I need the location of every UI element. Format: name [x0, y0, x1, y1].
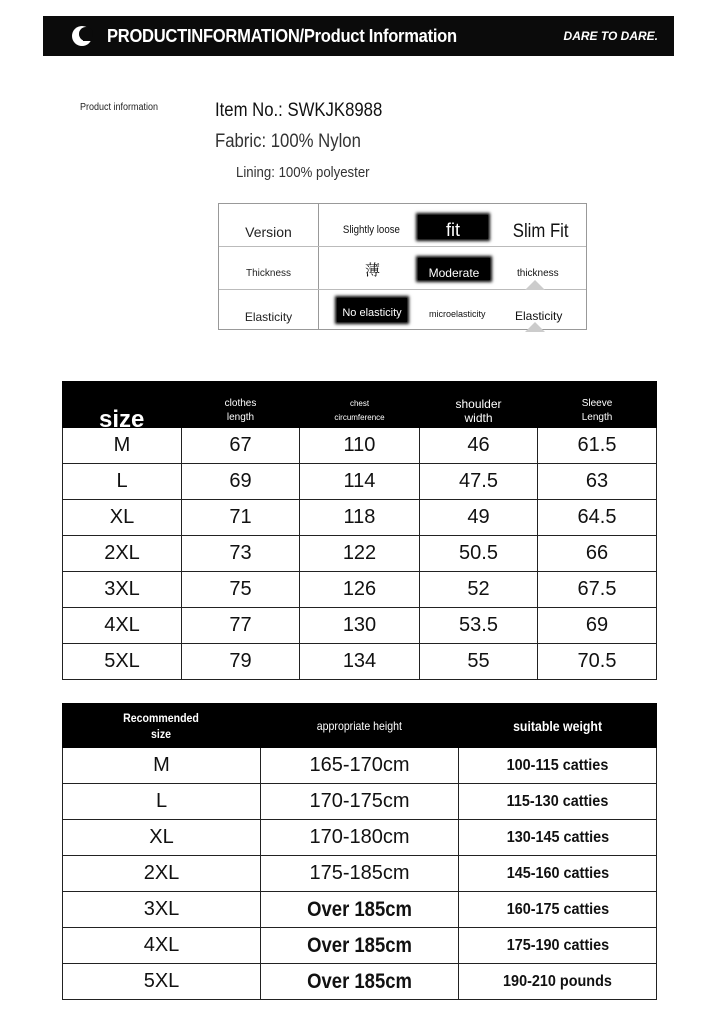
- size-cell: 5XL: [63, 644, 182, 680]
- column-header: Sleeve Length: [538, 382, 657, 428]
- attribute-row-version: [219, 204, 586, 247]
- size-cell: 2XL: [63, 856, 261, 892]
- height-cell: Over 185cm: [261, 928, 459, 964]
- crescent-logo-icon: [71, 25, 95, 47]
- attribute-option-selected: Moderate: [418, 258, 490, 280]
- attribute-option: Slightly loose: [342, 224, 400, 236]
- size-cell: 2XL: [63, 536, 182, 572]
- column-header: clothes length: [182, 382, 300, 428]
- attribute-label: Elasticity: [244, 310, 293, 324]
- weight-cell: 175-190 catties: [459, 928, 657, 964]
- table-cell: 134: [300, 644, 420, 680]
- table-cell: 63: [538, 464, 657, 500]
- size-chart-table: [62, 381, 657, 680]
- height-cell: 175-185cm: [261, 856, 459, 892]
- banner-title: PRODUCTINFORMATION/Product Information: [107, 26, 457, 46]
- table-cell: 66: [538, 536, 657, 572]
- table-cell: 118: [300, 500, 420, 536]
- table-cell: 61.5: [538, 428, 657, 464]
- table-row: [63, 608, 657, 644]
- table-row: [63, 964, 657, 1000]
- table-row: [63, 856, 657, 892]
- attribute-option: thickness: [517, 268, 559, 279]
- table-cell: 114: [300, 464, 420, 500]
- table-cell: 67: [182, 428, 300, 464]
- table-cell: 73: [182, 536, 300, 572]
- attribute-label: Version: [245, 224, 292, 240]
- lining-info: Lining: 100% polyester: [236, 164, 370, 181]
- table-cell: 49: [420, 500, 538, 536]
- column-header: suitable weight: [459, 704, 657, 748]
- column-header: Recommended size: [63, 704, 261, 748]
- table-row: [63, 428, 657, 464]
- banner-slogan: DARE TO DARE.: [563, 29, 658, 43]
- table-cell: 64.5: [538, 500, 657, 536]
- weight-cell: 100-115 catties: [459, 748, 657, 784]
- table-cell: 77: [182, 608, 300, 644]
- table-row: [63, 784, 657, 820]
- size-cell: L: [63, 784, 261, 820]
- column-header: size: [63, 382, 182, 428]
- item-number: Item No.: SWKJK8988: [215, 100, 383, 121]
- table-cell: 110: [300, 428, 420, 464]
- column-header: appropriate height: [261, 704, 459, 748]
- attribute-option: Slim Fit: [512, 221, 569, 242]
- size-cell: 3XL: [63, 572, 182, 608]
- level-pointer: [525, 322, 545, 332]
- table-row: [63, 820, 657, 856]
- weight-cell: 115-130 catties: [459, 784, 657, 820]
- table-row: [63, 500, 657, 536]
- column-header: shoulder width: [420, 382, 538, 428]
- section-label: Product information: [80, 102, 159, 113]
- attribute-row-thickness: [219, 247, 586, 290]
- level-pointer: [525, 280, 545, 290]
- table-header-row: [63, 704, 657, 748]
- table-row: [63, 748, 657, 784]
- height-cell: 170-175cm: [261, 784, 459, 820]
- height-cell: Over 185cm: [261, 964, 459, 1000]
- weight-cell: 145-160 catties: [459, 856, 657, 892]
- table-cell: 55: [420, 644, 538, 680]
- size-cell: 4XL: [63, 608, 182, 644]
- size-cell: XL: [63, 500, 182, 536]
- table-cell: 50.5: [420, 536, 538, 572]
- attribute-table: [218, 203, 587, 330]
- attribute-label: Thickness: [245, 268, 291, 279]
- table-cell: 52: [420, 572, 538, 608]
- size-cell: XL: [63, 820, 261, 856]
- table-cell: 53.5: [420, 608, 538, 644]
- table-cell: 69: [538, 608, 657, 644]
- fabric-info: Fabric: 100% Nylon: [215, 131, 361, 152]
- table-row: [63, 644, 657, 680]
- attribute-option-selected: fit: [418, 215, 488, 239]
- size-cell: L: [63, 464, 182, 500]
- size-recommendation-table: [62, 703, 657, 1000]
- table-cell: 79: [182, 644, 300, 680]
- table-row: [63, 536, 657, 572]
- table-cell: 130: [300, 608, 420, 644]
- table-cell: 71: [182, 500, 300, 536]
- attribute-option-selected: No elasticity: [337, 298, 407, 322]
- table-header-row: [63, 382, 657, 428]
- attribute-option: microelasticity: [429, 309, 486, 319]
- attribute-row-elasticity: [219, 290, 586, 332]
- weight-cell: 160-175 catties: [459, 892, 657, 928]
- size-cell: M: [63, 748, 261, 784]
- table-row: [63, 928, 657, 964]
- table-row: [63, 892, 657, 928]
- height-cell: Over 185cm: [261, 892, 459, 928]
- table-cell: 75: [182, 572, 300, 608]
- table-cell: 67.5: [538, 572, 657, 608]
- size-cell: 3XL: [63, 892, 261, 928]
- header-banner: [43, 16, 674, 56]
- table-cell: 47.5: [420, 464, 538, 500]
- weight-cell: 190-210 pounds: [459, 964, 657, 1000]
- table-cell: 122: [300, 536, 420, 572]
- size-cell: M: [63, 428, 182, 464]
- attribute-option: Elasticity: [515, 309, 563, 323]
- table-cell: 126: [300, 572, 420, 608]
- attribute-option: 薄: [365, 262, 381, 279]
- table-cell: 46: [420, 428, 538, 464]
- table-cell: 69: [182, 464, 300, 500]
- column-header: chest circumference: [300, 382, 420, 428]
- table-row: [63, 572, 657, 608]
- size-cell: 5XL: [63, 964, 261, 1000]
- table-cell: 70.5: [538, 644, 657, 680]
- table-row: [63, 464, 657, 500]
- size-cell: 4XL: [63, 928, 261, 964]
- weight-cell: 130-145 catties: [459, 820, 657, 856]
- height-cell: 165-170cm: [261, 748, 459, 784]
- height-cell: 170-180cm: [261, 820, 459, 856]
